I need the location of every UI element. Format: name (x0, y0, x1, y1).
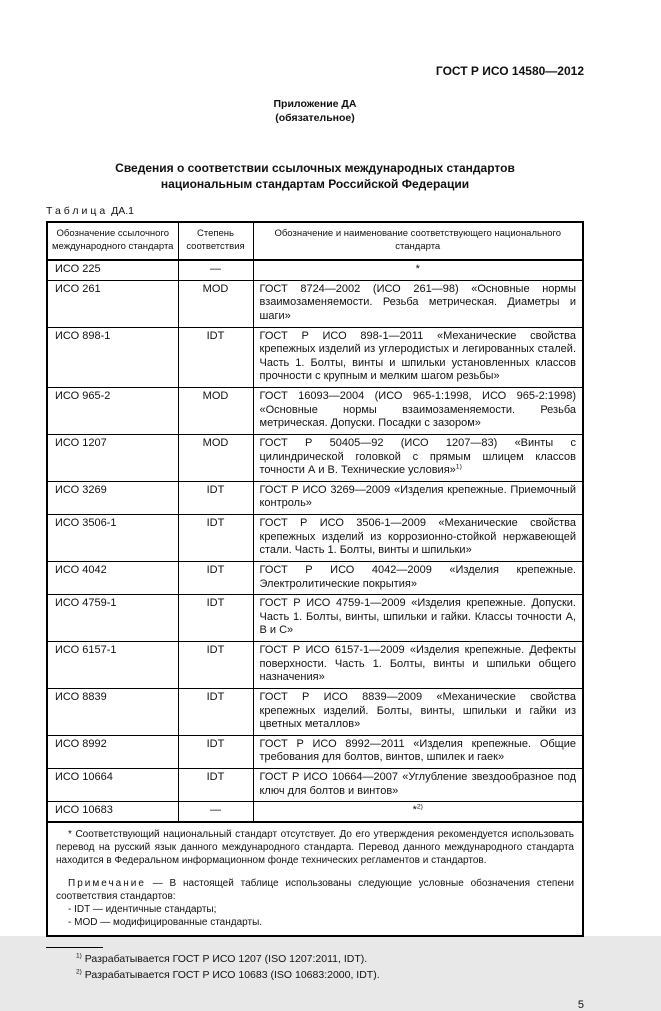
table-note-cell (47, 822, 583, 936)
table-footnote-star: * Соответствующий национальный стандарт отсутствует. До его утверждения рекомендуется использовать перевод на русский язык данного международного стандарта. Перевод данного международного стандарта находится в Федеральном информационном фонде технических регламентов и стандартов. (56, 828, 574, 867)
note-item-mod: - MOD — модифицированные стандарты. (68, 917, 263, 929)
cell-national: ГОСТ 16093—2004 (ИСО 965-1:1998, ИСО 965-2:1998) «Основные нормы взаимозаменяемости. Резьба метрическая. Допуски. Посадки с зазором» (253, 388, 583, 435)
cell-degree: IDT (178, 327, 253, 388)
cell-standard: ИСО 10683 (47, 802, 178, 822)
annex-title: Приложение ДА (273, 98, 357, 110)
cell-standard: ИСО 3506-1 (47, 515, 178, 562)
cell-national: ГОСТ Р ИСО 4042—2009 «Изделия крепежные. Электролитические покрытия» (253, 561, 583, 594)
cell-degree: IDT (178, 481, 253, 514)
cell-national: ГОСТ Р ИСО 10664—2007 «Углубление звездообразное под ключ для болтов и винтов» (253, 769, 583, 802)
table-note (56, 877, 574, 903)
cell-standard: ИСО 225 (47, 260, 178, 280)
cell-degree: IDT (178, 595, 253, 642)
note-text: — В настоящей таблице использованы следующие условные обозначения степени соответствия стандартов: (56, 877, 574, 902)
footnote-line: $^{1)}$ Разрабатывается ГОСТ Р ИСО 1207 (ISO 1207:2011, IDT). (76, 952, 368, 966)
cell-degree: IDT (178, 642, 253, 689)
table-note-section (47, 822, 583, 936)
cell-standard: ИСО 898-1 (47, 327, 178, 388)
footnote-separator (46, 947, 103, 948)
col-header-standard: Обозначение ссылочного международного стандарта (47, 222, 178, 260)
footnote-line: $^{2)}$ Разрабатывается ГОСТ Р ИСО 10683 (ISO 10683:2000, IDT). (76, 968, 380, 981)
table-row (47, 388, 583, 435)
doc-code: ГОСТ Р ИСО 14580—2012 (435, 64, 584, 78)
cell-standard: ИСО 8839 (47, 688, 178, 735)
page-number: 5 (577, 998, 584, 1011)
table-row (47, 802, 583, 822)
table-label-word: Таблица (46, 205, 109, 218)
section-title-line2: национальным стандартам Российской Федерации (160, 176, 470, 191)
cell-national: ГОСТ Р ИСО 3506-1—2009 «Механические свойства крепежных изделий из коррозионно-стойкой нержавеющей стали. Часть 1. Болты, винты и шпильки» (253, 515, 583, 562)
cell-national: ГОСТ Р ИСО 3269—2009 «Изделия крепежные. Приемочный контроль» (253, 481, 583, 514)
table-row (47, 434, 583, 481)
cell-degree: — (178, 802, 253, 822)
cell-standard: ИСО 3269 (47, 481, 178, 514)
table-label (46, 205, 584, 217)
cell-national: ГОСТ Р ИСО 898-1—2011 «Механические свойства крепежных изделий из углеродистых и легированных сталей. Часть 1. Болты, винты и шпильки установленных классов прочности с крупным и мелким шагом резьбы» (253, 327, 583, 388)
cell-degree: MOD (178, 280, 253, 327)
cell-standard: ИСО 1207 (47, 434, 178, 481)
note-item-idt: - IDT — идентичные стандарты; (68, 903, 217, 915)
cell-national: *$^{2)}$ (253, 802, 583, 822)
cell-degree: IDT (178, 515, 253, 562)
cell-standard: ИСО 6157-1 (47, 642, 178, 689)
table-row (47, 260, 583, 280)
cell-national: ГОСТ 8724—2002 (ИСО 261—98) «Основные нормы взаимозаменяемости. Резьба метрическая. Диаметры и шаги» (253, 280, 583, 327)
cell-national: ГОСТ Р 50405—92 (ИСО 1207—83) «Винты с цилиндрической головкой с прямым шлицем классов точности А и В. Технические условия»$^{1)}$ (253, 434, 583, 481)
table-row (47, 327, 583, 388)
cell-degree: IDT (178, 735, 253, 768)
annex-heading (46, 98, 584, 125)
section-title (46, 161, 584, 192)
footnote-marker: 2) (416, 803, 423, 811)
footnote-marker: 2) (76, 968, 82, 975)
cell-national: ГОСТ Р ИСО 6157-1—2009 «Изделия крепежные. Дефекты поверхности. Часть 1. Болты, винты и шпильки общего назначения» (253, 642, 583, 689)
table-row (47, 561, 583, 594)
table-row (47, 481, 583, 514)
cell-standard: ИСО 261 (47, 280, 178, 327)
table-row (47, 280, 583, 327)
correspondence-table (46, 221, 584, 937)
page-footnotes (46, 952, 584, 982)
cell-national: ГОСТ Р ИСО 4759-1—2009 «Изделия крепежные. Допуски. Часть 1. Болты, винты, шпильки и гайки. Классы точности А, В и С» (253, 595, 583, 642)
table-row (47, 735, 583, 768)
cell-standard: ИСО 965-2 (47, 388, 178, 435)
cell-standard: ИСО 4042 (47, 561, 178, 594)
cell-degree: IDT (178, 561, 253, 594)
cell-standard: ИСО 8992 (47, 735, 178, 768)
table-header-row (47, 222, 583, 260)
table-row (47, 688, 583, 735)
cell-national: ГОСТ Р ИСО 8992—2011 «Изделия крепежные. Общие требования для болтов, винтов, шпилек и гаек» (253, 735, 583, 768)
table-row (47, 595, 583, 642)
col-header-national: Обозначение и наименование соответствующего национального стандарта (253, 222, 583, 260)
cell-degree: MOD (178, 434, 253, 481)
cell-national: ГОСТ Р ИСО 8839—2009 «Механические свойства крепежных изделий. Болты, винты, шпильки и гайки из цветных металлов» (253, 688, 583, 735)
table-row (47, 769, 583, 802)
table-row (47, 515, 583, 562)
footnote-marker: 1) (76, 952, 82, 960)
cell-degree: IDT (178, 688, 253, 735)
col-header-degree: Степень соответствия (178, 222, 253, 260)
table-label-number: ДА.1 (111, 205, 134, 218)
section-title-line1: Сведения о соответствии ссылочных международных стандартов (115, 161, 515, 176)
cell-standard: ИСО 4759-1 (47, 595, 178, 642)
table-row (47, 642, 583, 689)
annex-subtitle: (обязательное) (275, 111, 355, 124)
note-label: Примечание (68, 877, 146, 889)
cell-degree: IDT (178, 769, 253, 802)
cell-national: * (253, 260, 583, 280)
cell-degree: MOD (178, 388, 253, 435)
cell-degree: — (178, 260, 253, 280)
footnote-marker: 1) (455, 463, 462, 471)
cell-standard: ИСО 10664 (47, 769, 178, 802)
